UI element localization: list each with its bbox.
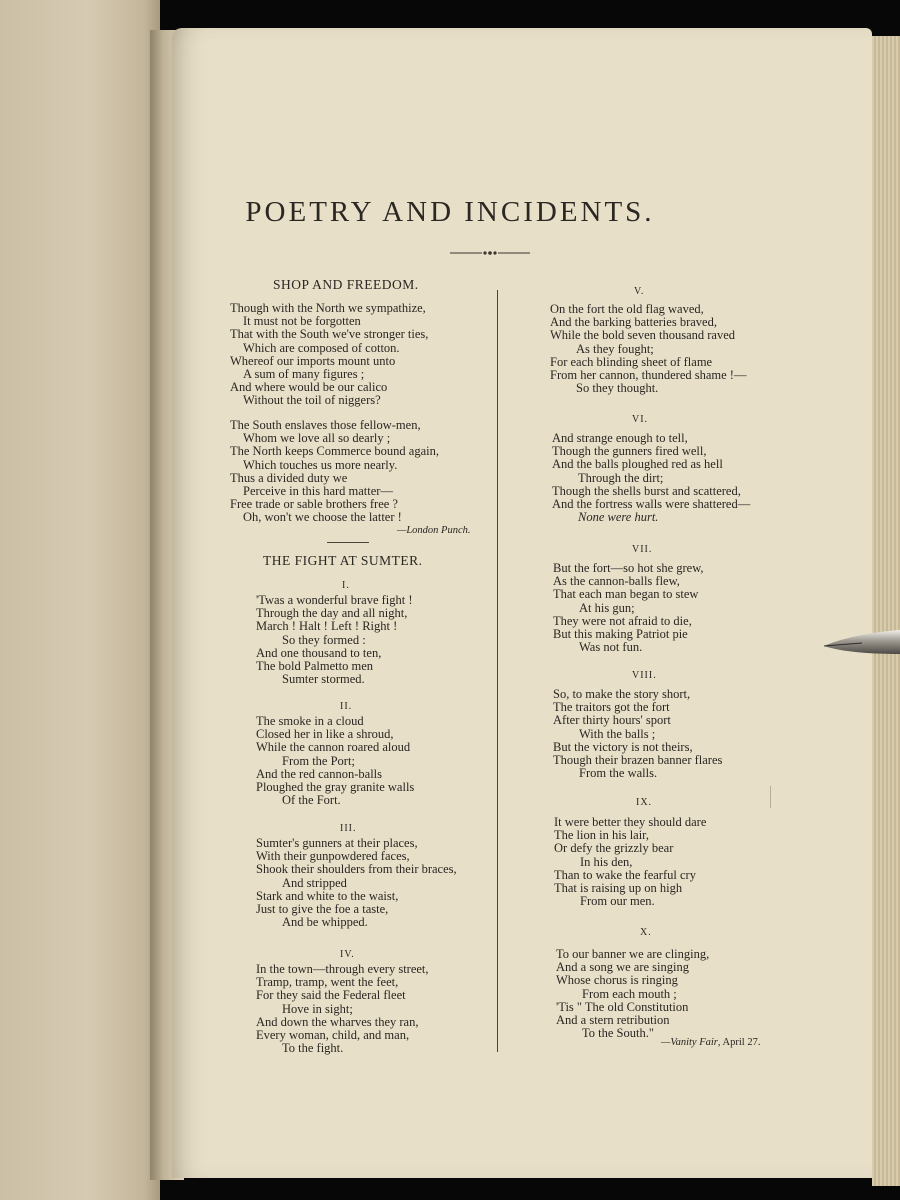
poem-line: While the bold seven thousand raved bbox=[550, 328, 736, 343]
poem-line: Though their brazen banner flares bbox=[553, 752, 723, 767]
poem-line: And one thousand to ten, bbox=[256, 645, 382, 660]
page-crease bbox=[770, 786, 771, 808]
credit-source: —Vanity Fair bbox=[661, 1037, 718, 1048]
credit-london-punch: —London Punch. bbox=[397, 525, 471, 536]
poem-line: And down the wharves they ran, bbox=[256, 1014, 419, 1029]
poem-line: 'Twas a wonderful brave fight ! bbox=[256, 593, 413, 607]
sumter-stanza-4 bbox=[256, 963, 429, 1055]
poem-line: The South enslaves those fellow-men, bbox=[230, 418, 421, 432]
poem-line: To our banner we are clinging, bbox=[556, 947, 710, 961]
sumter-stanza-5 bbox=[550, 303, 746, 395]
poem-line: 'Tis " The old Constitution bbox=[556, 999, 689, 1014]
poem-line: Than to wake the fearful cry bbox=[554, 867, 696, 882]
poem-line: At his gun; bbox=[579, 600, 635, 615]
stanza-number: VI. bbox=[632, 414, 649, 425]
sumter-stanza-1 bbox=[256, 594, 413, 686]
sumter-stanza-10 bbox=[556, 948, 709, 1040]
stanza-number: I. bbox=[342, 580, 350, 591]
pen-nib-icon bbox=[822, 626, 900, 660]
poem-line: And where would be our calico bbox=[230, 380, 388, 395]
section-divider bbox=[327, 542, 369, 543]
poem-line: Every woman, child, and man, bbox=[256, 1027, 410, 1042]
poem-line: None were hurt. bbox=[578, 510, 659, 525]
sumter-stanza-6 bbox=[552, 432, 750, 524]
poem-line: The smoke in a cloud bbox=[256, 714, 364, 728]
poem-line: Which touches us more nearly. bbox=[243, 457, 398, 472]
poem-line: After thirty hours' sport bbox=[553, 713, 671, 728]
poem-line: From the walls. bbox=[579, 766, 658, 781]
credit-date: , April 27. bbox=[717, 1037, 761, 1048]
stanza-number: VIII. bbox=[632, 670, 657, 681]
poem-line: Ploughed the gray granite walls bbox=[256, 779, 415, 794]
poem-line: Hove in sight; bbox=[282, 1001, 353, 1016]
poem-line: Oh, won't we choose the latter ! bbox=[243, 510, 402, 525]
poem-line: The traitors got the fort bbox=[553, 700, 670, 715]
poem-line: And the red cannon-balls bbox=[256, 766, 383, 781]
poem-line: From each mouth ; bbox=[582, 986, 677, 1001]
sumter-stanza-7 bbox=[553, 562, 704, 654]
poem-line: That is raising up on high bbox=[554, 880, 683, 895]
poem-line: Shook their shoulders from their braces, bbox=[256, 862, 457, 877]
poem-line: To the South." bbox=[582, 1026, 654, 1041]
poem-line: Thus a divided duty we bbox=[230, 470, 348, 485]
poem-line: Whom we love all so dearly ; bbox=[243, 431, 391, 446]
page-title: POETRY AND INCIDENTS. bbox=[245, 196, 655, 228]
poem-line: Whereof our imports mount unto bbox=[230, 353, 396, 368]
stanza-number: VII. bbox=[632, 544, 653, 555]
poem-line: Tramp, tramp, went the feet, bbox=[256, 975, 399, 990]
poem-title-shop-and-freedom: SHOP AND FREEDOM. bbox=[273, 277, 419, 292]
poem-line: As the cannon-balls flew, bbox=[553, 574, 680, 589]
poem-line: For they said the Federal fleet bbox=[256, 988, 406, 1003]
poem-line: Sumter stormed. bbox=[282, 672, 365, 687]
poem-line: So they thought. bbox=[576, 381, 659, 396]
column-divider bbox=[497, 290, 498, 1052]
stanza-number: IV. bbox=[340, 949, 355, 960]
poem-line: So they formed : bbox=[282, 632, 366, 647]
poem-line: Through the day and all night, bbox=[256, 606, 408, 621]
poem-line: That with the South we've stronger ties, bbox=[230, 327, 429, 342]
title-ornament bbox=[450, 248, 530, 258]
poem-line: And the fortress walls were shattered— bbox=[552, 496, 751, 511]
poem-line: Sumter's gunners at their places, bbox=[256, 836, 418, 850]
poem-line: But the fort—so hot she grew, bbox=[553, 561, 704, 575]
shop-freedom-stanza-1 bbox=[230, 302, 428, 408]
poem-line: From her cannon, thundered shame !— bbox=[550, 367, 747, 382]
stanza-number: X. bbox=[640, 927, 652, 938]
poem-line: Of the Fort. bbox=[282, 793, 341, 808]
sumter-stanza-9 bbox=[554, 816, 706, 908]
stanza-number: V. bbox=[634, 286, 645, 297]
poem-line: The North keeps Commerce bound again, bbox=[230, 444, 439, 459]
poem-line: But this making Patriot pie bbox=[553, 626, 688, 641]
poem-line: Stark and white to the waist, bbox=[256, 888, 399, 903]
poem-line: Closed her in like a shroud, bbox=[256, 727, 394, 742]
poem-line: The lion in his lair, bbox=[554, 828, 649, 843]
shop-freedom-stanza-2 bbox=[230, 419, 439, 525]
poem-line: Through the dirt; bbox=[578, 470, 664, 485]
poem-line: So, to make the story short, bbox=[553, 687, 691, 701]
poem-line: In the town—through every street, bbox=[256, 962, 429, 976]
poem-line: They were not afraid to die, bbox=[553, 613, 692, 628]
poem-line: From our men. bbox=[580, 894, 655, 909]
poem-line: March ! Halt ! Left ! Right ! bbox=[256, 619, 398, 634]
stanza-number: IX. bbox=[636, 797, 653, 808]
poem-line: Which are composed of cotton. bbox=[243, 340, 400, 355]
sumter-stanza-2 bbox=[256, 715, 414, 807]
poem-line: Though the shells burst and scattered, bbox=[552, 483, 741, 498]
poem-line: While the cannon roared aloud bbox=[256, 740, 411, 755]
poem-line: Though with the North we sympathize, bbox=[230, 301, 426, 315]
poem-line: And strange enough to tell, bbox=[552, 431, 688, 445]
poem-line: And a song we are singing bbox=[556, 960, 689, 975]
poem-title-fight-at-sumter: THE FIGHT AT SUMTER. bbox=[263, 553, 423, 568]
poem-line: With the balls ; bbox=[579, 726, 656, 741]
stanza-number: III. bbox=[340, 823, 357, 834]
poem-line: Whose chorus is ringing bbox=[556, 973, 678, 988]
poem-line: To the fight. bbox=[282, 1041, 344, 1056]
poem-line: Perceive in this hard matter— bbox=[243, 483, 393, 498]
poem-line: As they fought; bbox=[576, 341, 654, 356]
poem-line: And stripped bbox=[282, 875, 347, 890]
credit-vanity-fair bbox=[661, 1037, 760, 1048]
poem-line: The bold Palmetto men bbox=[256, 658, 373, 673]
poem-line: And the balls ploughed red as hell bbox=[552, 457, 723, 472]
poem-line: In his den, bbox=[580, 854, 633, 869]
poem-line: Just to give the foe a taste, bbox=[256, 901, 389, 916]
poem-line: Or defy the grizzly bear bbox=[554, 841, 674, 856]
poem-line: Free trade or sable brothers free ? bbox=[230, 497, 398, 512]
poem-line: And be whipped. bbox=[282, 915, 368, 930]
poem-line: It were better they should dare bbox=[554, 815, 707, 829]
poem-line: That each man began to stew bbox=[553, 587, 699, 602]
poem-line: Though the gunners fired well, bbox=[552, 444, 707, 459]
poem-line: Was not fun. bbox=[579, 640, 643, 655]
poem-line: With their gunpowdered faces, bbox=[256, 849, 410, 864]
poem-line: And a stern retribution bbox=[556, 1012, 670, 1027]
poem-line: A sum of many figures ; bbox=[243, 366, 365, 381]
sumter-stanza-3 bbox=[256, 837, 457, 929]
poem-line: But the victory is not theirs, bbox=[553, 739, 693, 754]
poem-line: For each blinding sheet of flame bbox=[550, 354, 713, 369]
poem-line: On the fort the old flag waved, bbox=[550, 302, 704, 316]
stanza-number: II. bbox=[340, 701, 353, 712]
sumter-stanza-8 bbox=[553, 688, 722, 780]
poem-line: It must not be forgotten bbox=[243, 314, 361, 329]
poem-line: And the barking batteries braved, bbox=[550, 315, 717, 330]
left-page bbox=[0, 0, 160, 1200]
poem-line: Without the toil of niggers? bbox=[243, 393, 381, 408]
poem-line: From the Port; bbox=[282, 753, 355, 768]
